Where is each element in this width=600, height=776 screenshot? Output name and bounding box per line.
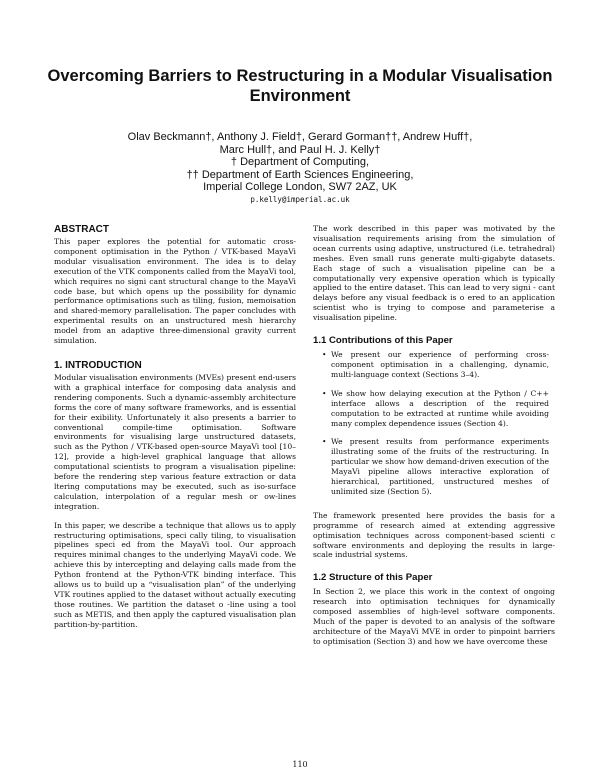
- abstract-text: This paper explores the potential for automatic cross-component optimisation in the Python / VTK-based MayaVi modular visualisation environment. The idea is to delay execution of the VTK components called from the MayaVi tool, which requires no signi cant structural change to the MayaVi code base, but which opens up the possibility for dynamic performance optimisations such as tiling, fusion, memoisation and shared-memory parallelisation. The paper concludes with experimental results on an unstructured mesh hierarchy model from an adaptive three-dimensional gravity current simulation.: [54, 237, 296, 346]
- contact-email: p.kelly@imperial.ac.uk: [250, 194, 350, 204]
- author-line-1: Olav Beckmann†, Anthony J. Field†, Gerard Gorman††, Andrew Huff†,: [127, 131, 473, 143]
- introduction-paragraph-2: In this paper, we describe a technique that allows us to apply restructuring optimisations, speci cally tiling, to visualisation pipelines speci ed from the MayaVi tool. Our approach requires minimal changes to the underlying MayaVi code. We achieve this by intercepting and delaying calls made from the Python frontend at the Python-VTK binding interface. This allows us to build up a “visualisation plan” of the underlying VTK routines applied to the dataset without actually executing those routines. We partition the dataset o -line using a tool such as METIS, and then apply the captured visualisation plan partition-by-partition.: [54, 520, 296, 629]
- bullet-icon: •: [322, 388, 327, 398]
- structure-paragraph: In Section 2, we place this work in the context of ongoing research into optimisation techniques for dynamically composed assemblies of high-level software components. Much of the paper is devoted to an analysis of the software architecture of the MayaVi MVE in order to pinpoint barriers to optimisation (Section 3) and how we have overcome these: [313, 587, 555, 646]
- contribution-text: We present results from performance experiments illustrating some of the fruits of the restructuring. In particular we show how demand-driven execution of the MayaVi pipeline allows interactive exploration of hierarchical, partitioned, unstructured meshes of unlimited size (Section 5).: [331, 437, 549, 496]
- contribution-item: [313, 437, 555, 496]
- contributions-list: [313, 350, 555, 497]
- bullet-icon: •: [322, 350, 327, 360]
- abstract-heading: ABSTRACT: [54, 224, 109, 235]
- introduction-heading: 1. INTRODUCTION: [54, 359, 142, 371]
- affiliation-earth-sciences: †† Department of Earth Sciences Engineering,: [186, 168, 414, 181]
- author-block: [40, 131, 560, 206]
- contribution-text: We show how delaying execution at the Python / C++ interface allows a description of the required computation to be extracted at runtime while avoiding many complex dependence issues (Section 4).: [331, 388, 549, 428]
- paper-title: Overcoming Barriers to Restructuring in a Modular Visualisation Environment: [47, 67, 553, 105]
- left-column: [54, 224, 296, 639]
- introduction-paragraph-1: Modular visualisation environments (MVEs) present end-users with a graphical interface for composing data analysis and rendering components. Such a dynamic-assembly architecture forms the core of many software frameworks, and is essential for their exibility. Unfortunately it also presents a barrier to conventional compile-time optimisation. Software environments for visualising large unstructured datasets, such as the Python / VTK-based open-source MayaVi tool [10–12], provide a high-level graphical language that allows computational scientists to program a visualisation pipeline: before the rendering step various feature extraction or data ltering computations may be executed, such as iso-surface calculation, interpolation of a regular mesh or ow-lines integration.: [54, 372, 296, 511]
- structure-heading: 1.2 Structure of this Paper: [313, 572, 433, 584]
- page-number: 110: [292, 760, 308, 769]
- contribution-item: [313, 350, 555, 380]
- contributions-heading: 1.1 Contributions of this Paper: [313, 335, 453, 347]
- contribution-text: We present our experience of performing cross-component optimisation in a challenging, dynamic, multi-language context (Sections 3–4).: [331, 350, 549, 379]
- affiliation-computing: † Department of Computing,: [230, 156, 370, 169]
- author-line-2: Marc Hull†, and Paul H. J. Kelly†: [219, 143, 381, 156]
- contribution-item: [313, 389, 555, 429]
- framework-paragraph: The framework presented here provides the basis for a programme of research aimed at extending aggressive optimisation techniques across component-based scienti c software environments and deploying the results in large-scale industrial systems.: [313, 510, 555, 560]
- introduction-paragraph-3: The work described in this paper was motivated by the visualisation requirements arising from the simulation of ocean currents using adaptive, unstructured (i.e. tetrahedral) meshes. Even small runs generate multi-gigabyte datasets. Each stage of such a visualisation pipeline can be a computationally very expensive operation which is typically applied to the entire dataset. This can lead to very signi - cant delays before any visual feedback is o ered to an application scientist who is trying to compose and parameterise a visualisation pipeline.: [313, 224, 555, 323]
- affiliation-college: Imperial College London, SW7 2AZ, UK: [203, 181, 397, 194]
- right-column: [313, 224, 555, 656]
- bullet-icon: •: [322, 437, 327, 447]
